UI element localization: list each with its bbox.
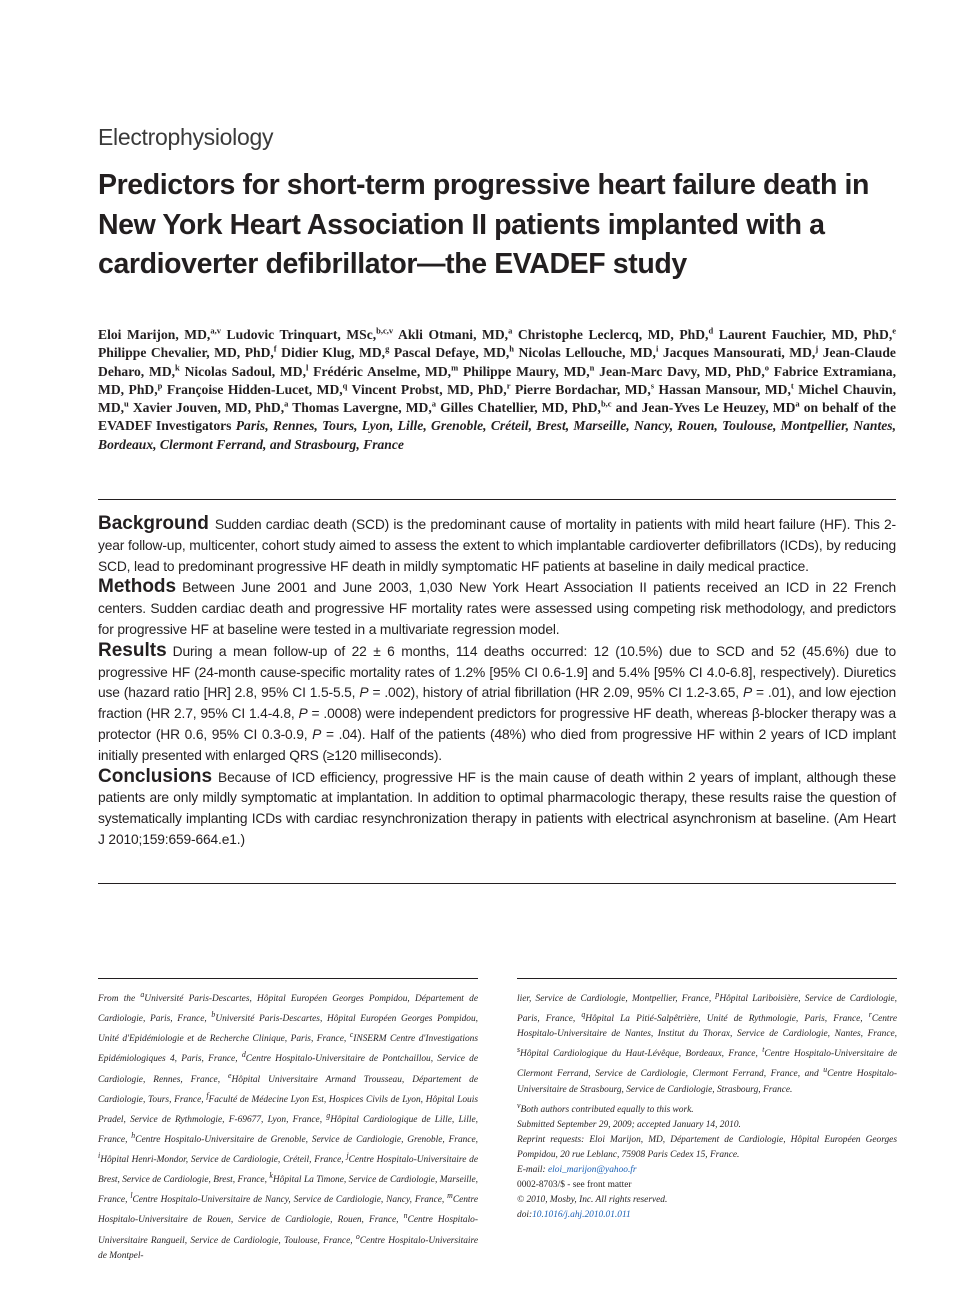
doi-line [517, 1208, 897, 1223]
submission-dates: Submitted September 29, 2009; accepted January 14, 2010. [517, 1119, 741, 1130]
affiliations-right: lier, Service de Cardiologie, Montpellier, France, $^p$Hôpital Lariboisière, Service de Cardiologie, Paris, France, $^q$Hôpital La Pitié-Salpêtrière, Unité de Rythmologie, Paris, France, $^r$Centre Hospitalo-Universitaire de Nantes, Institut du Thorax, Service de Cardiologie, Nantes, France, $^s$Hôpital Cardiologique du Haut-Lévêque, Bordeaux, France, $^t$Centre Hospitalo-Universitaire de Clermont Ferrand, Service de Cardiologie, Clermont Ferrand, France, and $^u$Centre Hospitalo-Universitaire de Strasbourg, Service de Cardiologie, Strasbourg, France. [517, 990, 898, 1095]
email-label: E-mail: [517, 1164, 548, 1175]
top-divider [98, 499, 896, 500]
footnotes-left [98, 978, 478, 1264]
methods-text: Between June 2001 and June 2003, 1,030 New York Heart Association II patients received an ICD in 22 French centers. Sudden cardiac death and progressive HF mortality rates were assessed using competing risk methodology, and predictors for progressive HF at baseline were tested in a multivariate regression model. [98, 580, 896, 637]
footnote-rule-right [517, 978, 897, 979]
reprint-requests: Reprint requests: Eloi Marijon, MD, Département de Cardiologie, Hôpital Européen Georges Pompidou, 20 rue Leblanc, 75908 Paris Cedex 15, France. [517, 1134, 897, 1160]
footnote-rule-left [98, 978, 478, 979]
background-text: Sudden cardiac death (SCD) is the predominant cause of mortality in patients with mild heart failure (HF). This 2-year follow-up, multicenter, cohort study aimed to assess the extent to which implantable cardioverter defibrillators (ICDs), by reducing SCD, lead to predominant progressive HF death in mildly symptomatic HF patients at baseline in daily medical practice. [98, 517, 896, 574]
article-title: Predictors for short-term progressive heart failure death in New York Heart Association II patients implanted with a cardioverter defibrillator—the EVADEF study [98, 169, 870, 280]
background-heading: Background [98, 513, 209, 534]
author-list: Eloi Marijon, MD,$^{a,v}$ Ludovic Trinquart, MSc,$^{b,c,v}$ Akli Otmani, MD,$^a$ Christophe Leclercq, MD, PhD,$^d$ Laurent Fauchier, MD, PhD,$^e$ Philippe Chevalier, MD, PhD,$^f$ Didier Klug, MD,$^g$ Pascal Defaye, MD,$^h$ Nicolas Lellouche, MD,$^i$ Jacques Mansourati, MD,$^j$ Jean-Claude Deharo, MD,$^k$ Nicolas Sadoul, MD,$^l$ Frédéric Anselme, MD,$^m$ Philippe Maury, MD,$^n$ Jean-Marc Davy, MD, PhD,$^o$ Fabrice Extramiana, MD, PhD,$^p$ Françoise Hidden-Lucet, MD,$^q$ Vincent Probst, MD, PhD,$^r$ Pierre Bordachar, MD,$^s$ Hassan Mansour, MD,$^t$ Michel Chauvin, MD,$^u$ Xavier Jouven, MD, PhD,$^a$ Thomas Lavergne, MD,$^a$ Gilles Chatellier, MD, PhD,$^{b,c}$ and Jean-Yves Le Heuzey, $MD^a$ on behalf of the EVADEF Investigators Paris, Rennes, Tours, Lyon, Lille, Grenoble, Créteil, Brest, Marseille, Nancy, Rouen, Toulouse, Montpellier, Nantes, Bordeaux, Clermont Ferrand, and Strasbourg, France [98, 325, 896, 452]
abstract-background [98, 514, 896, 577]
doi-link[interactable]: 10.1016/j.ahj.2010.01.011 [532, 1209, 631, 1220]
footnotes-right [517, 978, 897, 1223]
abstract [98, 514, 896, 851]
results-text: During a mean follow-up of 22 ± 6 months, 114 deaths occurred: 12 (10.5%) due to SCD and 52 (45.6%) due to progressive HF (24-month cause-specific mortality rates of 1.2% [95% CI 0.6-1.9] and 5.4% [95% CI 4.0-6.8], respectively). Diuretics use (hazard ratio [HR] 2.8, 95% CI 1.5-5.5, P = .002), history of atrial fibrillation (HR 2.09, 95% CI 1.2-3.65, P = .01), and low ejection fraction (HR 2.7, 95% CI 1.4-4.8, P = .0008) were independent predictors for progressive HF death, whereas β-blocker therapy was a protector (HR 0.6, 95% CI 0.3-0.9, P = .04). Half of the patients (48%) who died from progressive HF within 2 years of ICD implant initially presented with enlarged QRS (≥120 milliseconds). [98, 643, 897, 763]
doi-label: doi: [517, 1209, 533, 1220]
bottom-divider [98, 883, 896, 884]
abstract-methods [98, 577, 896, 640]
abstract-results [98, 641, 896, 767]
issn-line: 0002-8703/$ - see front matter [517, 1179, 632, 1190]
abstract-conclusions [98, 767, 896, 851]
affiliations-left: From the $^a$Université Paris-Descartes, Hôpital Européen Georges Pompidou, Département de Cardiologie, Paris, France, $^b$Université Paris-Descartes, Hôpital Européen Georges Pompidou, Unité d'Epidémiologie et de Recherche Clinique, Paris, France, $^c$INSERM Centre d'Investigations Epidémiologiques 4, Paris, France, $^d$Centre Hospitalo-Universitaire de Pontchaillou, Service de Cardiologie, Rennes, France, $^e$Hôpital Universitaire Armand Trousseau, Département de Cardiologie, Tours, France, $^f$Faculté de Médecine Lyon Est, Hospices Civils de Lyon, Hôpital Louis Pradel, Service de Rythmologie, F-69677, Lyon, France, $^g$Hôpital Cardiologique de Lille, Lille, France, $^h$Centre Hospitalo-Universitaire de Grenoble, Service de Cardiologie, Grenoble, France, $^i$Hôpital Henri-Mondor, Service de Cardiologie, Créteil, France, $^j$Centre Hospitalo-Universitaire de Brest, Service de Cardiologie, Brest, France, $^k$Hôpital La Timone, Service de Cardiologie, Marseille, France, $^l$Centre Hospitalo-Universitaire de Nancy, Service de Cardiologie, Nancy, France, $^m$Centre Hospitalo-Universitaire de Rouen, Service de Cardiologie, Rouen, France, $^n$Centre Hospitalo-Universitaire Rangueil, Service de Cardiologie, Toulouse, France, $^o$Centre Hospitalo-Universitaire de Montpel- [98, 990, 479, 1261]
conclusions-text: Because of ICD efficiency, progressive HF is the main cause of death within 2 years of implant, although these patients are only mildly symptomatic at implantation. In addition to optimal pharmacologic therapy, these results raise the question of systematically implanting ICDs with cardiac resynchronization therapy in patients with electrical asynchronism at baseline. (Am Heart J 2010;159:659-664.e1.) [98, 769, 896, 847]
copyright-line: © 2010, Mosby, Inc. All rights reserved. [517, 1194, 668, 1205]
equal-contribution-note: $^v$Both authors contributed equally to this work. [517, 1100, 694, 1115]
results-heading: Results [98, 639, 167, 661]
methods-heading: Methods [98, 576, 177, 598]
section-label: Electrophysiology [98, 124, 274, 150]
conclusions-heading: Conclusions [98, 765, 213, 787]
email-link[interactable]: eloi_marijon@yahoo.fr [547, 1164, 637, 1175]
email-line [517, 1163, 897, 1178]
